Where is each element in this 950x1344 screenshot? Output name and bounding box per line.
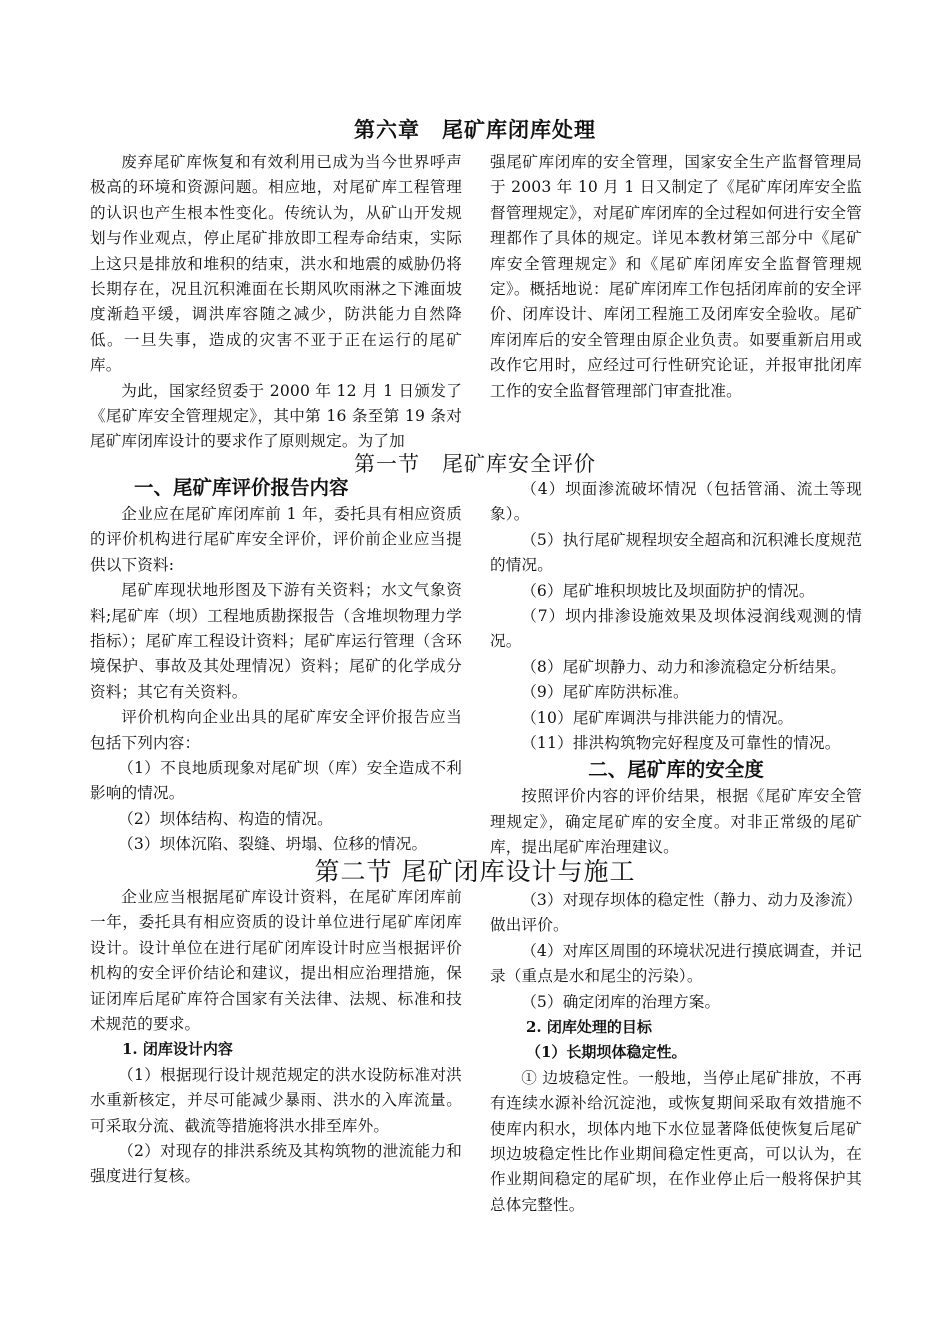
chapter-intro-right [490,150,862,404]
paragraph: 企业应在尾矿库闭库前 1 年，委托具有相应资质的评价机构进行尾矿库安全评价，评价前企业应当提供以下资料: [90,505,462,574]
paragraph: 废弃尾矿库恢复和有效利用已成为当今世界呼声极高的环境和资源问题。相应地，对尾矿库工程管理的认识也产生根本性变化。传统认为，从矿山开发规划与作业观点，停止尾矿排放即工程寿命结束，实际上这只是排放和堆积的结束，洪水和地震的威胁仍将长期存在，况且沉积滩面在长期风吹雨淋之下滩面坡度渐趋平缓，调洪库容随之减少，防洪能力自然降低。一旦失事，造成的灾害不亚于正在运行的尾矿库。 [90,153,462,375]
paragraph: 尾矿库现状地形图及下游有关资料；水文气象资料;尾矿库（坝）工程地质勘探报告（含堆坝物理力学指标）；尾矿库工程设计资料；尾矿库运行管理（含环境保护、事故及其处理情况）资料；尾矿的化学成分资料；其它有关资料。 [90,581,462,701]
paragraph: 强尾矿库闭库的安全管理，国家安全生产监督管理局于 2003 年 10 月 1 日又制定了《尾矿库闭库安全监督管理规定》，对尾矿库闭库的全过程如何进行安全管理都作了具体的规定。详见本教材第三部分中《尾矿库安全管理规定》和《尾矿库闭库安全监督管理规定》。概括地说：尾矿库闭库工作包括闭库前的安全评价、闭库设计、库闭工程施工及闭库安全验收。尾矿库闭库后的安全管理由原企业负责。如要重新启用或改作它用时，应经过可行性研究论证，并报审批闭库工作的安全监督管理部门审查批准。 [490,153,862,400]
section-title: 第二节 尾矿闭库设计与施工 [314,857,636,886]
list-item: （5）确定闭库的治理方案。 [521,992,721,1011]
section1-right-column [490,477,862,861]
list-item: （2）对现存的排洪系统及其构筑物的泄流能力和强度进行复核。 [90,1142,462,1186]
list-item: （5）执行尾矿规程坝安全超高和沉积滩长度规范的情况。 [490,530,862,575]
subsection-heading: 一、尾矿库评价报告内容 [134,476,349,499]
paragraph: 为此，国家经贸委于 2000 年 12 月 1 日颁发了《尾矿库安全管理规定》，其中第 16 条至第 19 条对尾矿库闭库设计的要求作了原则规定。为了加 [90,381,462,451]
list-item: （3）坝体沉陷、裂缝、坍塌、位移的情况。 [118,835,428,854]
list-item: （10）尾矿库调洪与排洪能力的情况。 [521,708,794,727]
paragraph: 评价机构向企业出具的尾矿库安全评价报告应当包括下列内容： [90,708,462,752]
list-item: （1）不良地质现象对尾矿坝（库）安全造成不利影响的情况。 [90,759,462,803]
list-item: （7）坝内排渗设施效果及坝体浸润线观测的情况。 [490,607,862,651]
subsection-heading: 二、尾矿库的安全度 [588,758,764,782]
list-item: （2）坝体结构、构造的情况。 [118,809,333,828]
chapter-intro-left [90,150,462,455]
paragraph: ① 边坡稳定性。一般地，当停止尾矿排放，不再有连续水源补给沉淀池，或恢复期间采取有效措施不使库内积水，坝体内地下水位显著降低使恢复后尾矿坝边坡稳定性比作业期间稳定性更高，可以认为，在作业期间稳定的尾矿坝，在作业停止后一般将保护其总体完整性。 [490,1068,862,1214]
paragraph: 按照评价内容的评价结果，根据《尾矿库安全管理规定》，确定尾矿库的安全度。对非正常级的尾矿库，提出尾矿库治理建议。 [490,787,862,857]
list-item: （4）坝面渗流破坏情况（包括管涌、流土等现象）。 [490,480,862,524]
list-item: （9）尾矿库防洪标准。 [521,683,689,702]
list-item: （3）对现存坝体的稳定性（静力、动力及渗流）做出评价。 [490,891,862,935]
section-title: 第一节 尾矿库安全评价 [354,452,596,476]
paragraph: 企业应当根据尾矿库设计资料，在尾矿库闭库前一年，委托具有相应资质的设计单位进行尾矿库闭库设计。设计单位在进行尾矿闭库设计时应当根据评价机构的安全评价结论和建议，提出相应治理措施，保证闭库后尾矿库符合国家有关法律、法规、标准和技术规范的要求。 [90,888,462,1034]
section2-right-column [490,888,862,1218]
numbered-heading: 2. 闭库处理的目标 [526,1018,652,1037]
numbered-heading: 1. 闭库设计内容 [122,1040,233,1059]
section2-left-column [90,885,462,1190]
section1-left-column [90,474,462,858]
list-item: （6）尾矿堆积坝坡比及坝面防护的情况。 [521,581,815,600]
list-item: （8）尾矿坝静力、动力和渗流稳定分析结果。 [521,657,847,676]
list-item: （4）对库区周围的环境状况进行摸底调查，并记录（重点是水和尾尘的污染）。 [490,941,862,986]
list-item: （1）根据现行设计规范规定的洪水设防标准对洪水重新核定，并尽可能减少暴雨、洪水的入库流量。可采取分流、截流等措施将洪水排至库外。 [90,1065,462,1135]
numbered-heading: （1）长期坝体稳定性。 [526,1043,687,1062]
list-item: （11）排洪构筑物完好程度及可靠性的情况。 [521,734,841,753]
chapter-title: 第六章 尾矿库闭库处理 [354,117,596,142]
